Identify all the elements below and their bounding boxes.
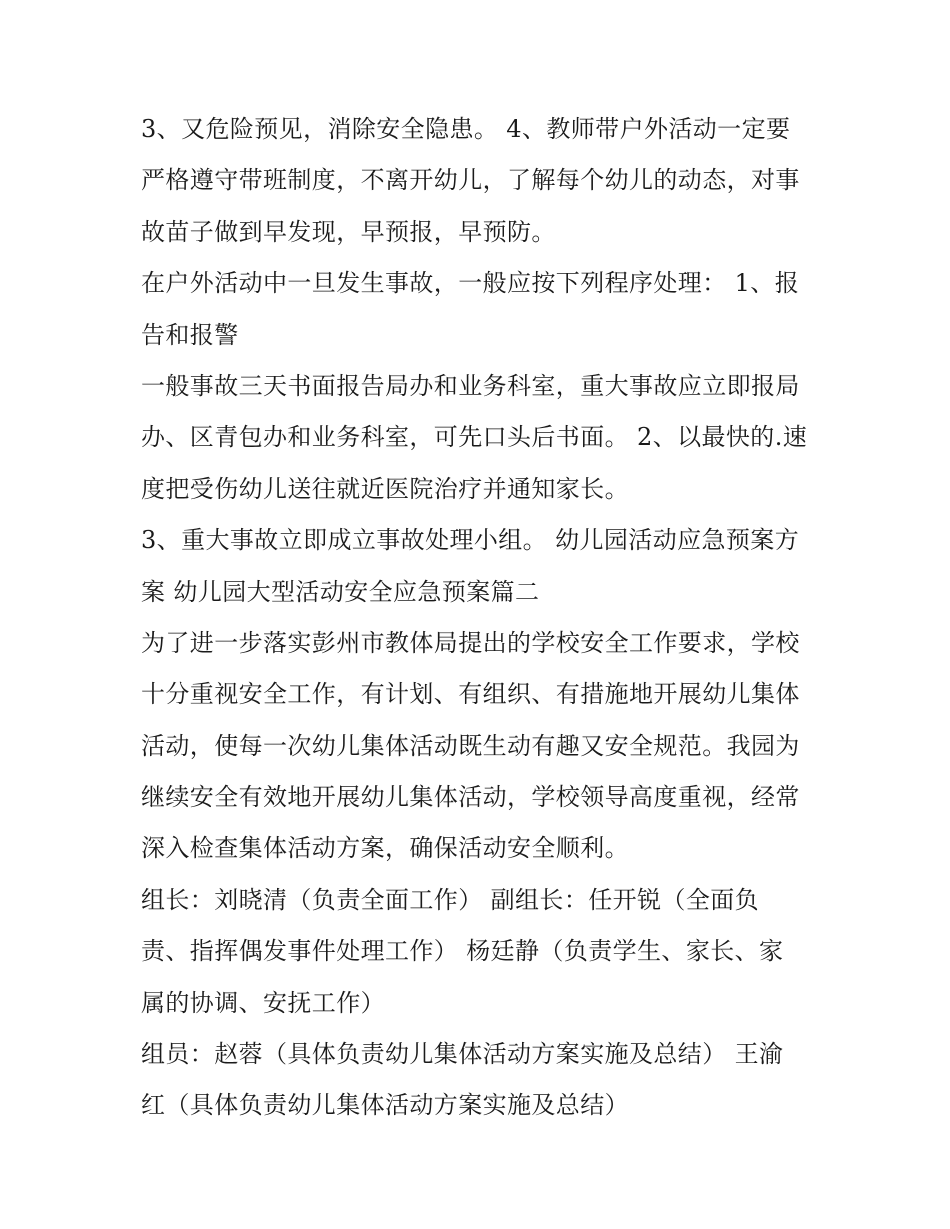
text-line: 为了进一步落实彭州市教体局提出的学校安全工作要求，学校: [141, 628, 800, 657]
text-line: 一般事故三天书面报告局办和业务科室，重大事故应立即报局: [141, 371, 800, 400]
text-line: 度把受伤幼儿送往就近医院治疗并通知家长。: [141, 474, 629, 503]
text-line: 故苗子做到早发现，早预报，早预防。: [141, 217, 556, 246]
text-line: 十分重视安全工作，有计划、有组织、有措施地开展幼儿集体: [141, 680, 800, 709]
text-line: 属的协调、安抚工作）: [141, 988, 385, 1017]
text-line: 3、重大事故立即成立事故处理小组。 幼儿园活动应急预案方: [141, 526, 800, 555]
text-line: 告和报警: [141, 320, 239, 349]
text-line: 案 幼儿园大型活动安全应急预案篇二: [141, 577, 540, 606]
text-line: 继续安全有效地开展幼儿集体活动，学校领导高度重视，经常: [141, 783, 800, 812]
text-line: 严格遵守带班制度，不离开幼儿，了解每个幼儿的动态，对事: [141, 166, 800, 195]
text-line: 深入检查集体活动方案，确保活动安全顺利。: [141, 834, 629, 863]
text-line: 红（具体负责幼儿集体活动方案实施及总结）: [141, 1091, 629, 1120]
text-line: 在户外活动中一旦发生事故，一般应按下列程序处理： 1、报: [141, 269, 800, 298]
text-line: 3、又危险预见，消除安全隐患。 4、教师带户外活动一定要: [141, 115, 791, 143]
text-line: 活动，使每一次幼儿集体活动既生动有趣又安全规范。我园为: [141, 731, 800, 760]
text-line: 组长：刘晓清（负责全面工作） 副组长：任开锐（全面负: [141, 885, 760, 914]
document-body: [141, 104, 821, 1132]
text-line: 组员：赵蓉（具体负责幼儿集体活动方案实施及总结） 王渝: [141, 1040, 784, 1069]
text-line: 办、区青包办和业务科室，可先口头后书面。 2、以最快的.速: [141, 423, 808, 452]
text-line: 责、指挥偶发事件处理工作） 杨廷静（负责学生、家长、家: [141, 937, 784, 966]
